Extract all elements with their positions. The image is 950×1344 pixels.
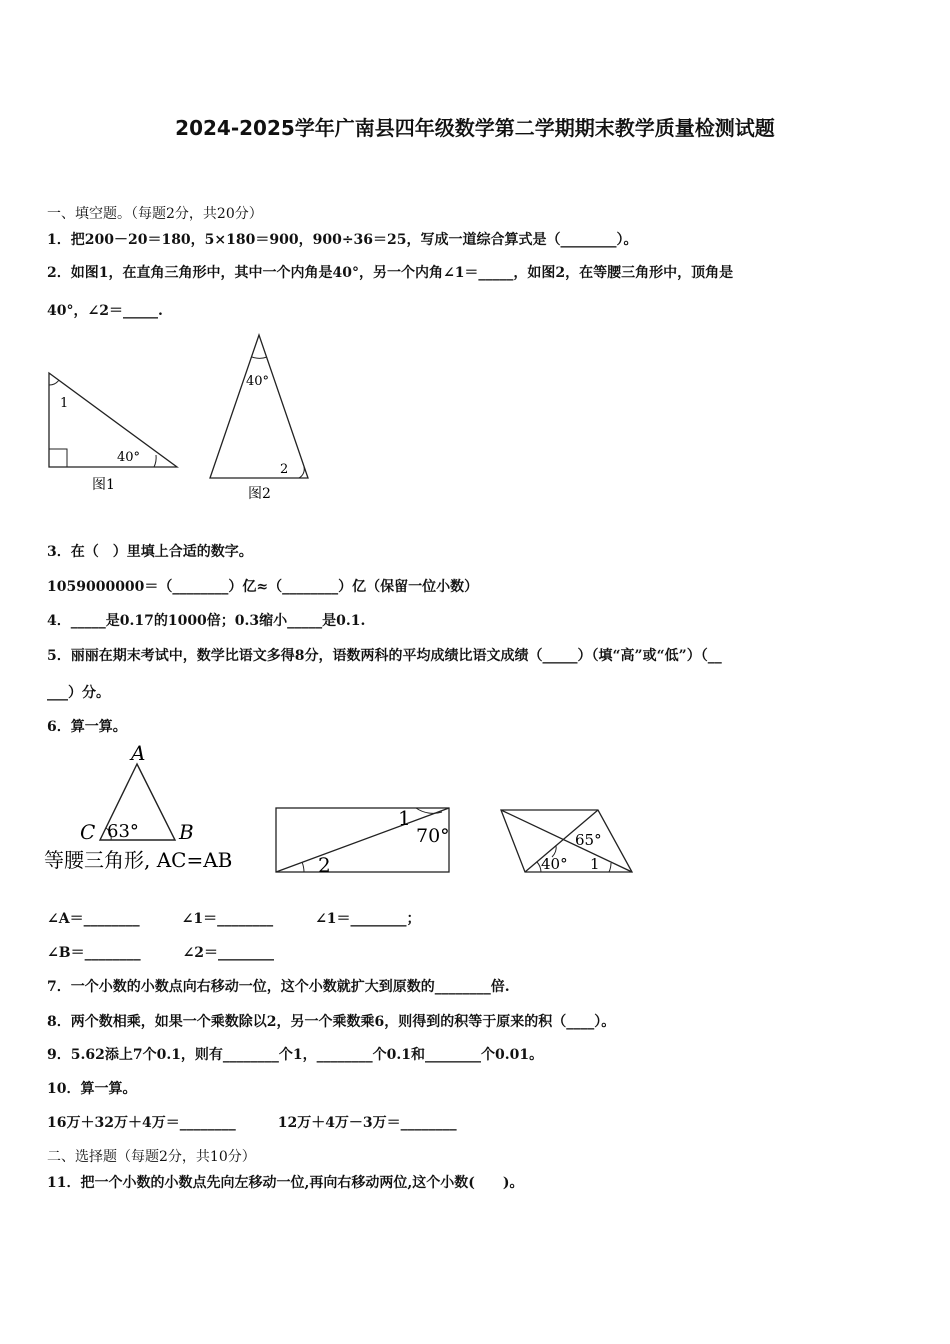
vertex-a-label: A [131,741,146,765]
para-angle65-label: 65° [575,831,602,849]
question-9: 9．5.62添上7个0.1，则有________个1，________个0.1和________个0.01。 [47,1047,544,1063]
question-6: 6．算一算。 [47,719,127,735]
para-angle1-label: 1 [590,855,600,873]
fig2-angle2-label: 2 [280,462,289,477]
q6-triangle-abc [40,740,255,880]
vertex-b-label: B [179,820,194,844]
angle-63-label: 63° [107,821,139,842]
fig2-angle40-label: 40° [246,374,270,389]
question-2-line-1: 2．如图1，在直角三角形中，其中一个内角是40°，另一个内角∠1＝_____，如图2，在等腰三角形中，顶角是 [47,265,734,281]
q6-rectangle-diagonal [270,800,455,880]
question-6-answers-row-1: ∠A＝________ ∠1＝________ ∠1＝________； [47,911,421,927]
question-5-line-2: ___）分。 [47,685,110,701]
rect-angle2-label: 2 [318,853,331,877]
triangle-caption: 等腰三角形, AC=AB [44,848,233,872]
section-1-heading: 一、填空题。（每题2分，共20分） [47,206,263,222]
fig1-caption: 图1 [92,477,115,493]
question-7: 7．一个小数的小数点向右移动一位，这个小数就扩大到原数的________倍. [47,979,510,995]
question-5-line-1: 5．丽丽在期末考试中，数学比语文多得8分，语数两科的平均成绩比语文成绩（_____）（填“高”或“低”）（__ [47,648,722,664]
question-11: 11．把一个小数的小数点先向左移动一位,再向右移动两位,这个小数( )。 [47,1175,524,1191]
question-3-expression: 1059000000＝（________）亿≈（________）亿（保留一位小数） [47,579,479,595]
vertex-c-label: C [80,820,96,844]
question-8: 8．两个数相乘，如果一个乘数除以2，另一个乘数乘6，则得到的积等于原来的积（____）。 [47,1014,616,1030]
fig1-angle40-label: 40° [117,450,141,465]
q6-parallelogram-diagonals [495,803,640,878]
question-6-answers-row-2: ∠B＝________ ∠2＝________ [47,945,275,961]
rect-angle70-label: 70° [416,825,450,847]
page-title: 2024-2025学年广南县四年级数学第二学期期末教学质量检测试题 [175,116,775,140]
figure-2-isosceles-triangle [200,330,320,505]
section-2-heading: 二、选择题（每题2分，共10分） [47,1149,256,1165]
rect-angle1-label: 1 [398,806,411,830]
question-1: 1．把200－20＝180，5×180＝900，900÷36＝25，写成一道综合算式是（________）。 [47,232,638,248]
question-4: 4．_____是0.17的1000倍；0.3缩小_____是0.1. [47,613,366,629]
question-2-line-2: 40°，∠2＝_____. [47,303,163,319]
figure-1-right-triangle [40,365,185,495]
question-10: 10．算一算。 [47,1081,137,1097]
question-10-expressions: 16万＋32万＋4万＝________ 12万＋4万－3万＝________ [47,1115,457,1131]
para-angle40-label: 40° [541,855,568,873]
question-3: 3．在（ ）里填上合适的数字。 [47,544,253,560]
fig2-caption: 图2 [248,486,271,502]
fig1-angle1-label: 1 [60,396,69,411]
